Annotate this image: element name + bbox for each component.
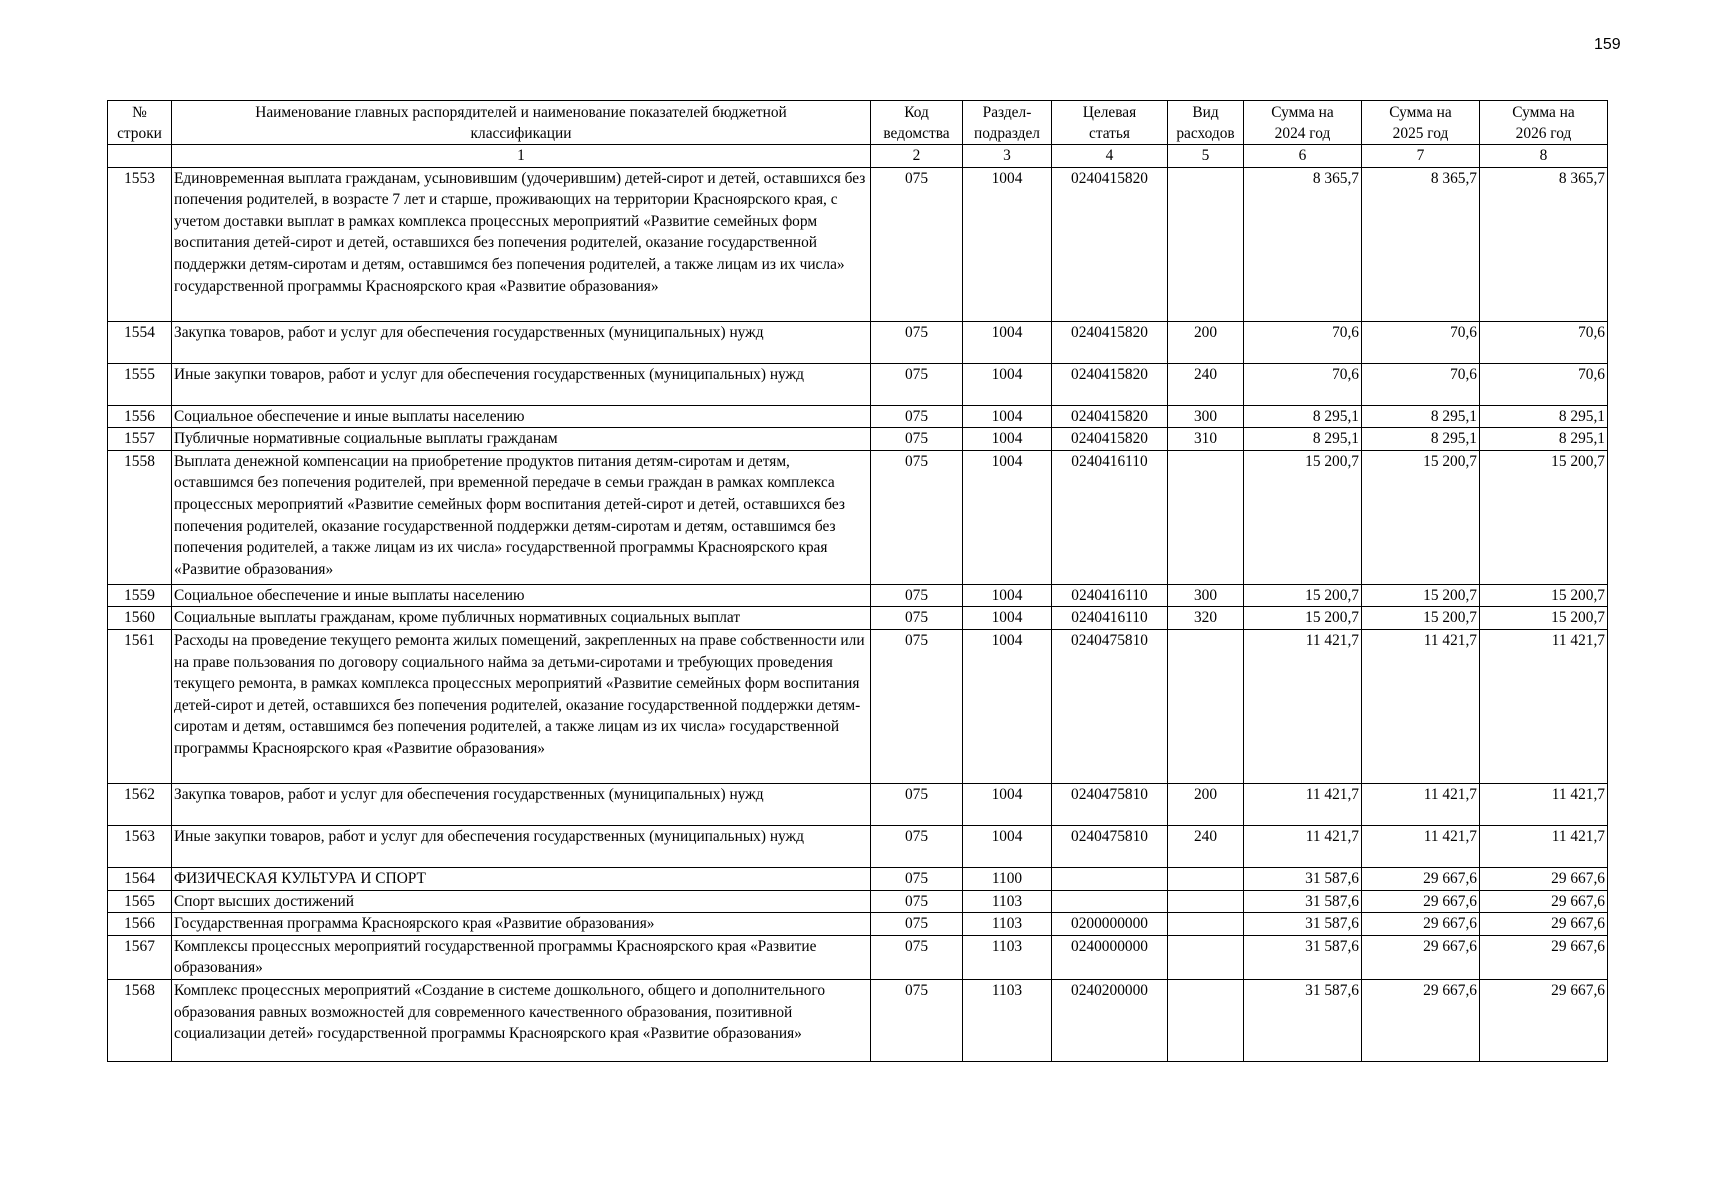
expense-type-code xyxy=(1168,867,1244,890)
section-code: 1103 xyxy=(963,979,1052,1061)
section-code: 1004 xyxy=(963,783,1052,825)
target-code: 0240000000 xyxy=(1052,935,1168,979)
sum-2024: 15 200,7 xyxy=(1244,450,1362,584)
table-row xyxy=(108,405,1608,428)
target-code: 0240475810 xyxy=(1052,783,1168,825)
header-expense-type: Вид расходов xyxy=(1168,101,1244,145)
row-name: Комплексы процессных мероприятий государственной программы Красноярского края «Развитие образования» xyxy=(172,935,871,979)
sum-2025: 15 200,7 xyxy=(1362,584,1480,607)
header-sum-2026: Сумма на 2026 год xyxy=(1480,101,1608,145)
sum-2026: 29 667,6 xyxy=(1480,935,1608,979)
table-row xyxy=(108,450,1608,584)
target-code: 0240475810 xyxy=(1052,825,1168,867)
budget-table xyxy=(107,100,1608,1062)
row-name: Комплекс процессных мероприятий «Создание в системе дошкольного, общего и дополнительного образования равных возможностей для современного качественного образования, позитивной социализации детей» государственной программы Красноярского края «Развитие образования» xyxy=(172,979,871,1061)
sum-2024: 31 587,6 xyxy=(1244,890,1362,913)
header-sum-2025: Сумма на 2025 год xyxy=(1362,101,1480,145)
table-body xyxy=(108,167,1608,1061)
target-code: 0200000000 xyxy=(1052,913,1168,936)
expense-type-code: 300 xyxy=(1168,405,1244,428)
row-number: 1553 xyxy=(108,167,172,321)
sum-2024: 70,6 xyxy=(1244,321,1362,363)
target-code xyxy=(1052,867,1168,890)
row-name: Расходы на проведение текущего ремонта жилых помещений, закрепленных на праве собственности или на праве пользования по договору социального найма за детьми-сиротами и требующих проведения текущего ремонта, в рамках комплекса процессных мероприятий «Развитие семейных форм воспитания детей-сирот и детей, оставшихся без попечения родителей, оказание государственной поддержки детям-сиротам и детям, оставшимся без попечения родителей, а также лицам из их числа» государственной программы Красноярского края «Развитие образования» xyxy=(172,629,871,783)
table-row xyxy=(108,607,1608,630)
sum-2024: 15 200,7 xyxy=(1244,607,1362,630)
row-number: 1564 xyxy=(108,867,172,890)
sum-2024: 31 587,6 xyxy=(1244,867,1362,890)
sum-2026: 15 200,7 xyxy=(1480,450,1608,584)
expense-type-code xyxy=(1168,890,1244,913)
expense-type-code: 300 xyxy=(1168,584,1244,607)
dept-code: 075 xyxy=(871,321,963,363)
table-row xyxy=(108,167,1608,321)
row-number: 1566 xyxy=(108,913,172,936)
sum-2026: 29 667,6 xyxy=(1480,867,1608,890)
sum-2025: 29 667,6 xyxy=(1362,890,1480,913)
dept-code: 075 xyxy=(871,825,963,867)
section-code: 1004 xyxy=(963,428,1052,451)
target-code xyxy=(1052,890,1168,913)
sum-2026: 70,6 xyxy=(1480,321,1608,363)
sum-2025: 8 295,1 xyxy=(1362,428,1480,451)
row-name: Выплата денежной компенсации на приобретение продуктов питания детям-сиротам и детям, оставшимся без попечения родителей, при временной передаче в семьи граждан в рамках комплекса процессных мероприятий «Развитие семейных форм воспитания детей-сирот и детей, оставшихся без попечения родителей, оказание государственной поддержки детям-сиротам и детям, оставшимся без попечения родителей, а также лицам из их числа» государственной программы Красноярского края «Развитие образования» xyxy=(172,450,871,584)
row-number: 1558 xyxy=(108,450,172,584)
column-number: 8 xyxy=(1480,145,1608,168)
sum-2025: 29 667,6 xyxy=(1362,867,1480,890)
target-code: 0240415820 xyxy=(1052,405,1168,428)
sum-2025: 29 667,6 xyxy=(1362,913,1480,936)
sum-2024: 70,6 xyxy=(1244,363,1362,405)
section-code: 1004 xyxy=(963,450,1052,584)
sum-2026: 8 295,1 xyxy=(1480,428,1608,451)
sum-2026: 11 421,7 xyxy=(1480,825,1608,867)
row-name: Социальные выплаты гражданам, кроме публичных нормативных социальных выплат xyxy=(172,607,871,630)
row-name: Единовременная выплата гражданам, усыновившим (удочерившим) детей-сирот и детей, оставшихся без попечения родителей, в возрасте 7 лет и старше, проживающих на территории Красноярского края, с учетом доставки выплат в рамках комплекса процессных мероприятий «Развитие семейных форм воспитания детей-сирот и детей, оставшихся без попечения родителей, оказание государственной поддержки детям-сиротам и детям, оставшимся без попечения родителей, а также лицам из их числа» государственной программы Красноярского края «Развитие образования» xyxy=(172,167,871,321)
sum-2024: 31 587,6 xyxy=(1244,913,1362,936)
sum-2025: 8 365,7 xyxy=(1362,167,1480,321)
sum-2024: 11 421,7 xyxy=(1244,825,1362,867)
section-code: 1004 xyxy=(963,167,1052,321)
sum-2026: 29 667,6 xyxy=(1480,979,1608,1061)
section-code: 1004 xyxy=(963,363,1052,405)
target-code: 0240415820 xyxy=(1052,167,1168,321)
row-number: 1562 xyxy=(108,783,172,825)
section-code: 1004 xyxy=(963,321,1052,363)
row-number: 1568 xyxy=(108,979,172,1061)
dept-code: 075 xyxy=(871,584,963,607)
header-name: Наименование главных распорядителей и наименование показателей бюджетной классификации xyxy=(172,101,871,145)
row-name: ФИЗИЧЕСКАЯ КУЛЬТУРА И СПОРТ xyxy=(172,867,871,890)
row-name: Государственная программа Красноярского края «Развитие образования» xyxy=(172,913,871,936)
target-code: 0240415820 xyxy=(1052,428,1168,451)
table-row xyxy=(108,363,1608,405)
sum-2026: 8 365,7 xyxy=(1480,167,1608,321)
row-name: Социальное обеспечение и иные выплаты населению xyxy=(172,405,871,428)
column-number: 6 xyxy=(1244,145,1362,168)
table-row xyxy=(108,913,1608,936)
dept-code: 075 xyxy=(871,428,963,451)
table-row xyxy=(108,979,1608,1061)
header-section: Раздел- подраздел xyxy=(963,101,1052,145)
dept-code: 075 xyxy=(871,363,963,405)
expense-type-code: 310 xyxy=(1168,428,1244,451)
expense-type-code xyxy=(1168,450,1244,584)
section-code: 1103 xyxy=(963,913,1052,936)
sum-2024: 11 421,7 xyxy=(1244,783,1362,825)
expense-type-code: 200 xyxy=(1168,321,1244,363)
row-name: Публичные нормативные социальные выплаты гражданам xyxy=(172,428,871,451)
column-number: 1 xyxy=(172,145,871,168)
section-code: 1100 xyxy=(963,867,1052,890)
column-number: 3 xyxy=(963,145,1052,168)
expense-type-code: 240 xyxy=(1168,825,1244,867)
row-number: 1556 xyxy=(108,405,172,428)
dept-code: 075 xyxy=(871,405,963,428)
section-code: 1004 xyxy=(963,825,1052,867)
table-row xyxy=(108,629,1608,783)
table-header xyxy=(108,101,1608,168)
sum-2024: 11 421,7 xyxy=(1244,629,1362,783)
row-number: 1555 xyxy=(108,363,172,405)
sum-2025: 8 295,1 xyxy=(1362,405,1480,428)
row-number: 1557 xyxy=(108,428,172,451)
expense-type-code xyxy=(1168,629,1244,783)
sum-2025: 11 421,7 xyxy=(1362,825,1480,867)
table-row xyxy=(108,428,1608,451)
sum-2025: 70,6 xyxy=(1362,321,1480,363)
target-code: 0240416110 xyxy=(1052,607,1168,630)
row-name: Иные закупки товаров, работ и услуг для обеспечения государственных (муниципальных) нужд xyxy=(172,363,871,405)
row-number: 1565 xyxy=(108,890,172,913)
section-code: 1004 xyxy=(963,405,1052,428)
sum-2026: 29 667,6 xyxy=(1480,890,1608,913)
dept-code: 075 xyxy=(871,890,963,913)
row-number: 1554 xyxy=(108,321,172,363)
dept-code: 075 xyxy=(871,167,963,321)
table-row xyxy=(108,584,1608,607)
sum-2024: 15 200,7 xyxy=(1244,584,1362,607)
header-sum-2024: Сумма на 2024 год xyxy=(1244,101,1362,145)
sum-2024: 31 587,6 xyxy=(1244,979,1362,1061)
section-code: 1004 xyxy=(963,607,1052,630)
sum-2025: 70,6 xyxy=(1362,363,1480,405)
row-number: 1560 xyxy=(108,607,172,630)
target-code: 0240475810 xyxy=(1052,629,1168,783)
target-code: 0240415820 xyxy=(1052,363,1168,405)
row-number: 1561 xyxy=(108,629,172,783)
table-row xyxy=(108,890,1608,913)
expense-type-code xyxy=(1168,935,1244,979)
sum-2026: 11 421,7 xyxy=(1480,629,1608,783)
column-number: 7 xyxy=(1362,145,1480,168)
expense-type-code xyxy=(1168,979,1244,1061)
sum-2026: 70,6 xyxy=(1480,363,1608,405)
table-row xyxy=(108,321,1608,363)
row-name: Социальное обеспечение и иные выплаты населению xyxy=(172,584,871,607)
sum-2025: 15 200,7 xyxy=(1362,607,1480,630)
target-code: 0240416110 xyxy=(1052,584,1168,607)
table-row xyxy=(108,825,1608,867)
sum-2026: 15 200,7 xyxy=(1480,607,1608,630)
sum-2025: 11 421,7 xyxy=(1362,783,1480,825)
column-number: 5 xyxy=(1168,145,1244,168)
table-row xyxy=(108,867,1608,890)
sum-2024: 31 587,6 xyxy=(1244,935,1362,979)
sum-2024: 8 365,7 xyxy=(1244,167,1362,321)
sum-2024: 8 295,1 xyxy=(1244,405,1362,428)
header-target: Целевая статья xyxy=(1052,101,1168,145)
sum-2025: 11 421,7 xyxy=(1362,629,1480,783)
row-number: 1563 xyxy=(108,825,172,867)
target-code: 0240200000 xyxy=(1052,979,1168,1061)
column-number: 4 xyxy=(1052,145,1168,168)
section-code: 1103 xyxy=(963,890,1052,913)
section-code: 1103 xyxy=(963,935,1052,979)
sum-2026: 15 200,7 xyxy=(1480,584,1608,607)
sum-2026: 11 421,7 xyxy=(1480,783,1608,825)
dept-code: 075 xyxy=(871,629,963,783)
dept-code: 075 xyxy=(871,913,963,936)
header-row-number: № строки xyxy=(108,101,172,145)
target-code: 0240416110 xyxy=(1052,450,1168,584)
target-code: 0240415820 xyxy=(1052,321,1168,363)
section-code: 1004 xyxy=(963,629,1052,783)
sum-2024: 8 295,1 xyxy=(1244,428,1362,451)
page-number: 159 xyxy=(1594,36,1621,53)
row-name: Спорт высших достижений xyxy=(172,890,871,913)
dept-code: 075 xyxy=(871,607,963,630)
sum-2025: 15 200,7 xyxy=(1362,450,1480,584)
dept-code: 075 xyxy=(871,935,963,979)
column-number: 2 xyxy=(871,145,963,168)
dept-code: 075 xyxy=(871,450,963,584)
row-name: Иные закупки товаров, работ и услуг для обеспечения государственных (муниципальных) нужд xyxy=(172,825,871,867)
row-number: 1559 xyxy=(108,584,172,607)
sum-2025: 29 667,6 xyxy=(1362,979,1480,1061)
row-name: Закупка товаров, работ и услуг для обеспечения государственных (муниципальных) нужд xyxy=(172,321,871,363)
sum-2025: 29 667,6 xyxy=(1362,935,1480,979)
dept-code: 075 xyxy=(871,783,963,825)
row-number: 1567 xyxy=(108,935,172,979)
expense-type-code: 320 xyxy=(1168,607,1244,630)
expense-type-code: 240 xyxy=(1168,363,1244,405)
sum-2026: 29 667,6 xyxy=(1480,913,1608,936)
sum-2026: 8 295,1 xyxy=(1480,405,1608,428)
dept-code: 075 xyxy=(871,867,963,890)
expense-type-code xyxy=(1168,913,1244,936)
table-row xyxy=(108,783,1608,825)
row-name: Закупка товаров, работ и услуг для обеспечения государственных (муниципальных) нужд xyxy=(172,783,871,825)
section-code: 1004 xyxy=(963,584,1052,607)
column-number xyxy=(108,145,172,168)
dept-code: 075 xyxy=(871,979,963,1061)
header-dept-code: Код ведомства xyxy=(871,101,963,145)
expense-type-code: 200 xyxy=(1168,783,1244,825)
table-row xyxy=(108,935,1608,979)
expense-type-code xyxy=(1168,167,1244,321)
column-number-row xyxy=(108,145,1608,168)
